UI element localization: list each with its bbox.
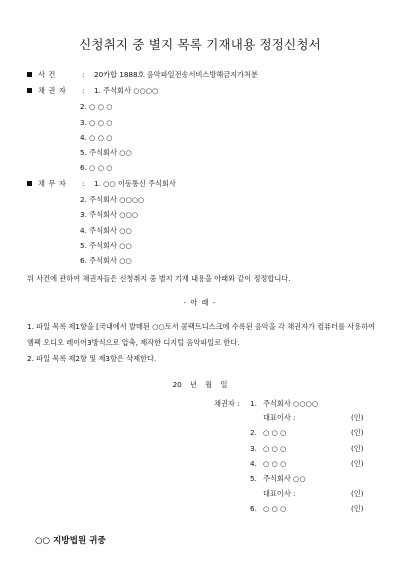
bullet-icon xyxy=(27,181,32,186)
paragraph-1: 1. 파일 목록 제1항을 [국내에서 발매된 ○○토서 콤팩트디스크에 수록된 음악을 각 채권자가 컴퓨터를 사용하여 엠펙 오디오 레이어3방식으로 압축, 제작한 디지털 음악파일로 한다. xyxy=(27,322,376,347)
seal-mark: (인) xyxy=(351,444,364,453)
debtor-item: 5. 주식회사 ○○ xyxy=(80,241,132,250)
court-addressee: ○○ 지방법원 귀중 xyxy=(35,536,106,546)
seal-mark: (인) xyxy=(351,413,364,422)
bullet-icon xyxy=(27,72,32,77)
creditors-label: 채 권 자 xyxy=(38,86,67,95)
seal-mark: (인) xyxy=(351,459,364,468)
case-label: 사 건 xyxy=(38,70,56,79)
creditors-colon: : xyxy=(82,86,85,95)
seal-mark: (인) xyxy=(351,504,364,513)
creditor-item: 6. ○ ○ ○ xyxy=(80,163,113,172)
date-line: 20 년 월 일 xyxy=(172,380,228,389)
creditor-item: 1. 주식회사 ○○○○ xyxy=(94,86,159,95)
signature-name: ○ ○ ○ xyxy=(263,428,287,437)
signature-number: 2. xyxy=(250,428,257,437)
case-row xyxy=(27,71,258,78)
creditor-item: 3. ○ ○ ○ xyxy=(80,118,113,127)
signature-name: 주식회사 ○○○○ xyxy=(263,399,319,408)
case-colon: : xyxy=(82,70,85,79)
case-value: 20카합 1888호 음악파일전송서비스방해금지가처분 xyxy=(94,70,258,79)
signature-number: 4. xyxy=(250,459,257,468)
signature-number: 3. xyxy=(250,444,257,453)
signature-name: ○ ○ ○ xyxy=(263,444,287,453)
seal-mark: (인) xyxy=(351,489,364,498)
debtor-item: 2. 주식회사 ○○○○ xyxy=(80,195,145,204)
signature-name: ○ ○ ○ xyxy=(263,504,287,513)
signature-name: ○ ○ ○ xyxy=(263,459,287,468)
debtors-row xyxy=(27,180,176,187)
intro-text: 위 사건에 관하여 채권자들은 신청취지 중 별지 기재 내용을 아래와 같이 정정합니다. xyxy=(27,274,291,283)
debtor-item: 4. 주식회사 ○○ xyxy=(80,226,132,235)
debtor-item: 6. 주식회사 ○○ xyxy=(80,256,132,265)
debtors-colon: : xyxy=(82,179,85,188)
bullet-icon xyxy=(27,88,32,93)
signature-label: 채권자 : xyxy=(214,399,240,408)
debtors-label: 채 무 자 xyxy=(38,179,67,188)
signature-number: 6. xyxy=(250,504,257,513)
seal-mark: (인) xyxy=(351,428,364,437)
debtor-item: 3. 주식회사 ○○○ xyxy=(80,210,139,219)
creditor-item: 5. 주식회사 ○○ xyxy=(80,148,132,157)
signature-name: 주식회사 ○○ xyxy=(263,474,306,483)
creditor-item: 2. ○ ○ ○ xyxy=(80,102,113,111)
below-heading: - 아 래 - xyxy=(183,298,217,307)
signature-name: 대표이사 : xyxy=(263,489,296,498)
document-title: 신청취지 중 별지 목록 기재내용 정정신청서 xyxy=(79,37,321,52)
paragraph-2: 2. 파일 목록 제2항 및 제3항은 삭제한다. xyxy=(27,354,157,363)
signature-number: 1. xyxy=(250,399,257,408)
signature-name: 대표이사 : xyxy=(263,413,296,422)
creditors-row xyxy=(27,87,158,94)
debtor-item: 1. ○○ 이동통신 주식회사 xyxy=(94,179,176,188)
signature-number: 5. xyxy=(250,474,257,483)
creditor-item: 4. ○ ○ ○ xyxy=(80,133,113,142)
